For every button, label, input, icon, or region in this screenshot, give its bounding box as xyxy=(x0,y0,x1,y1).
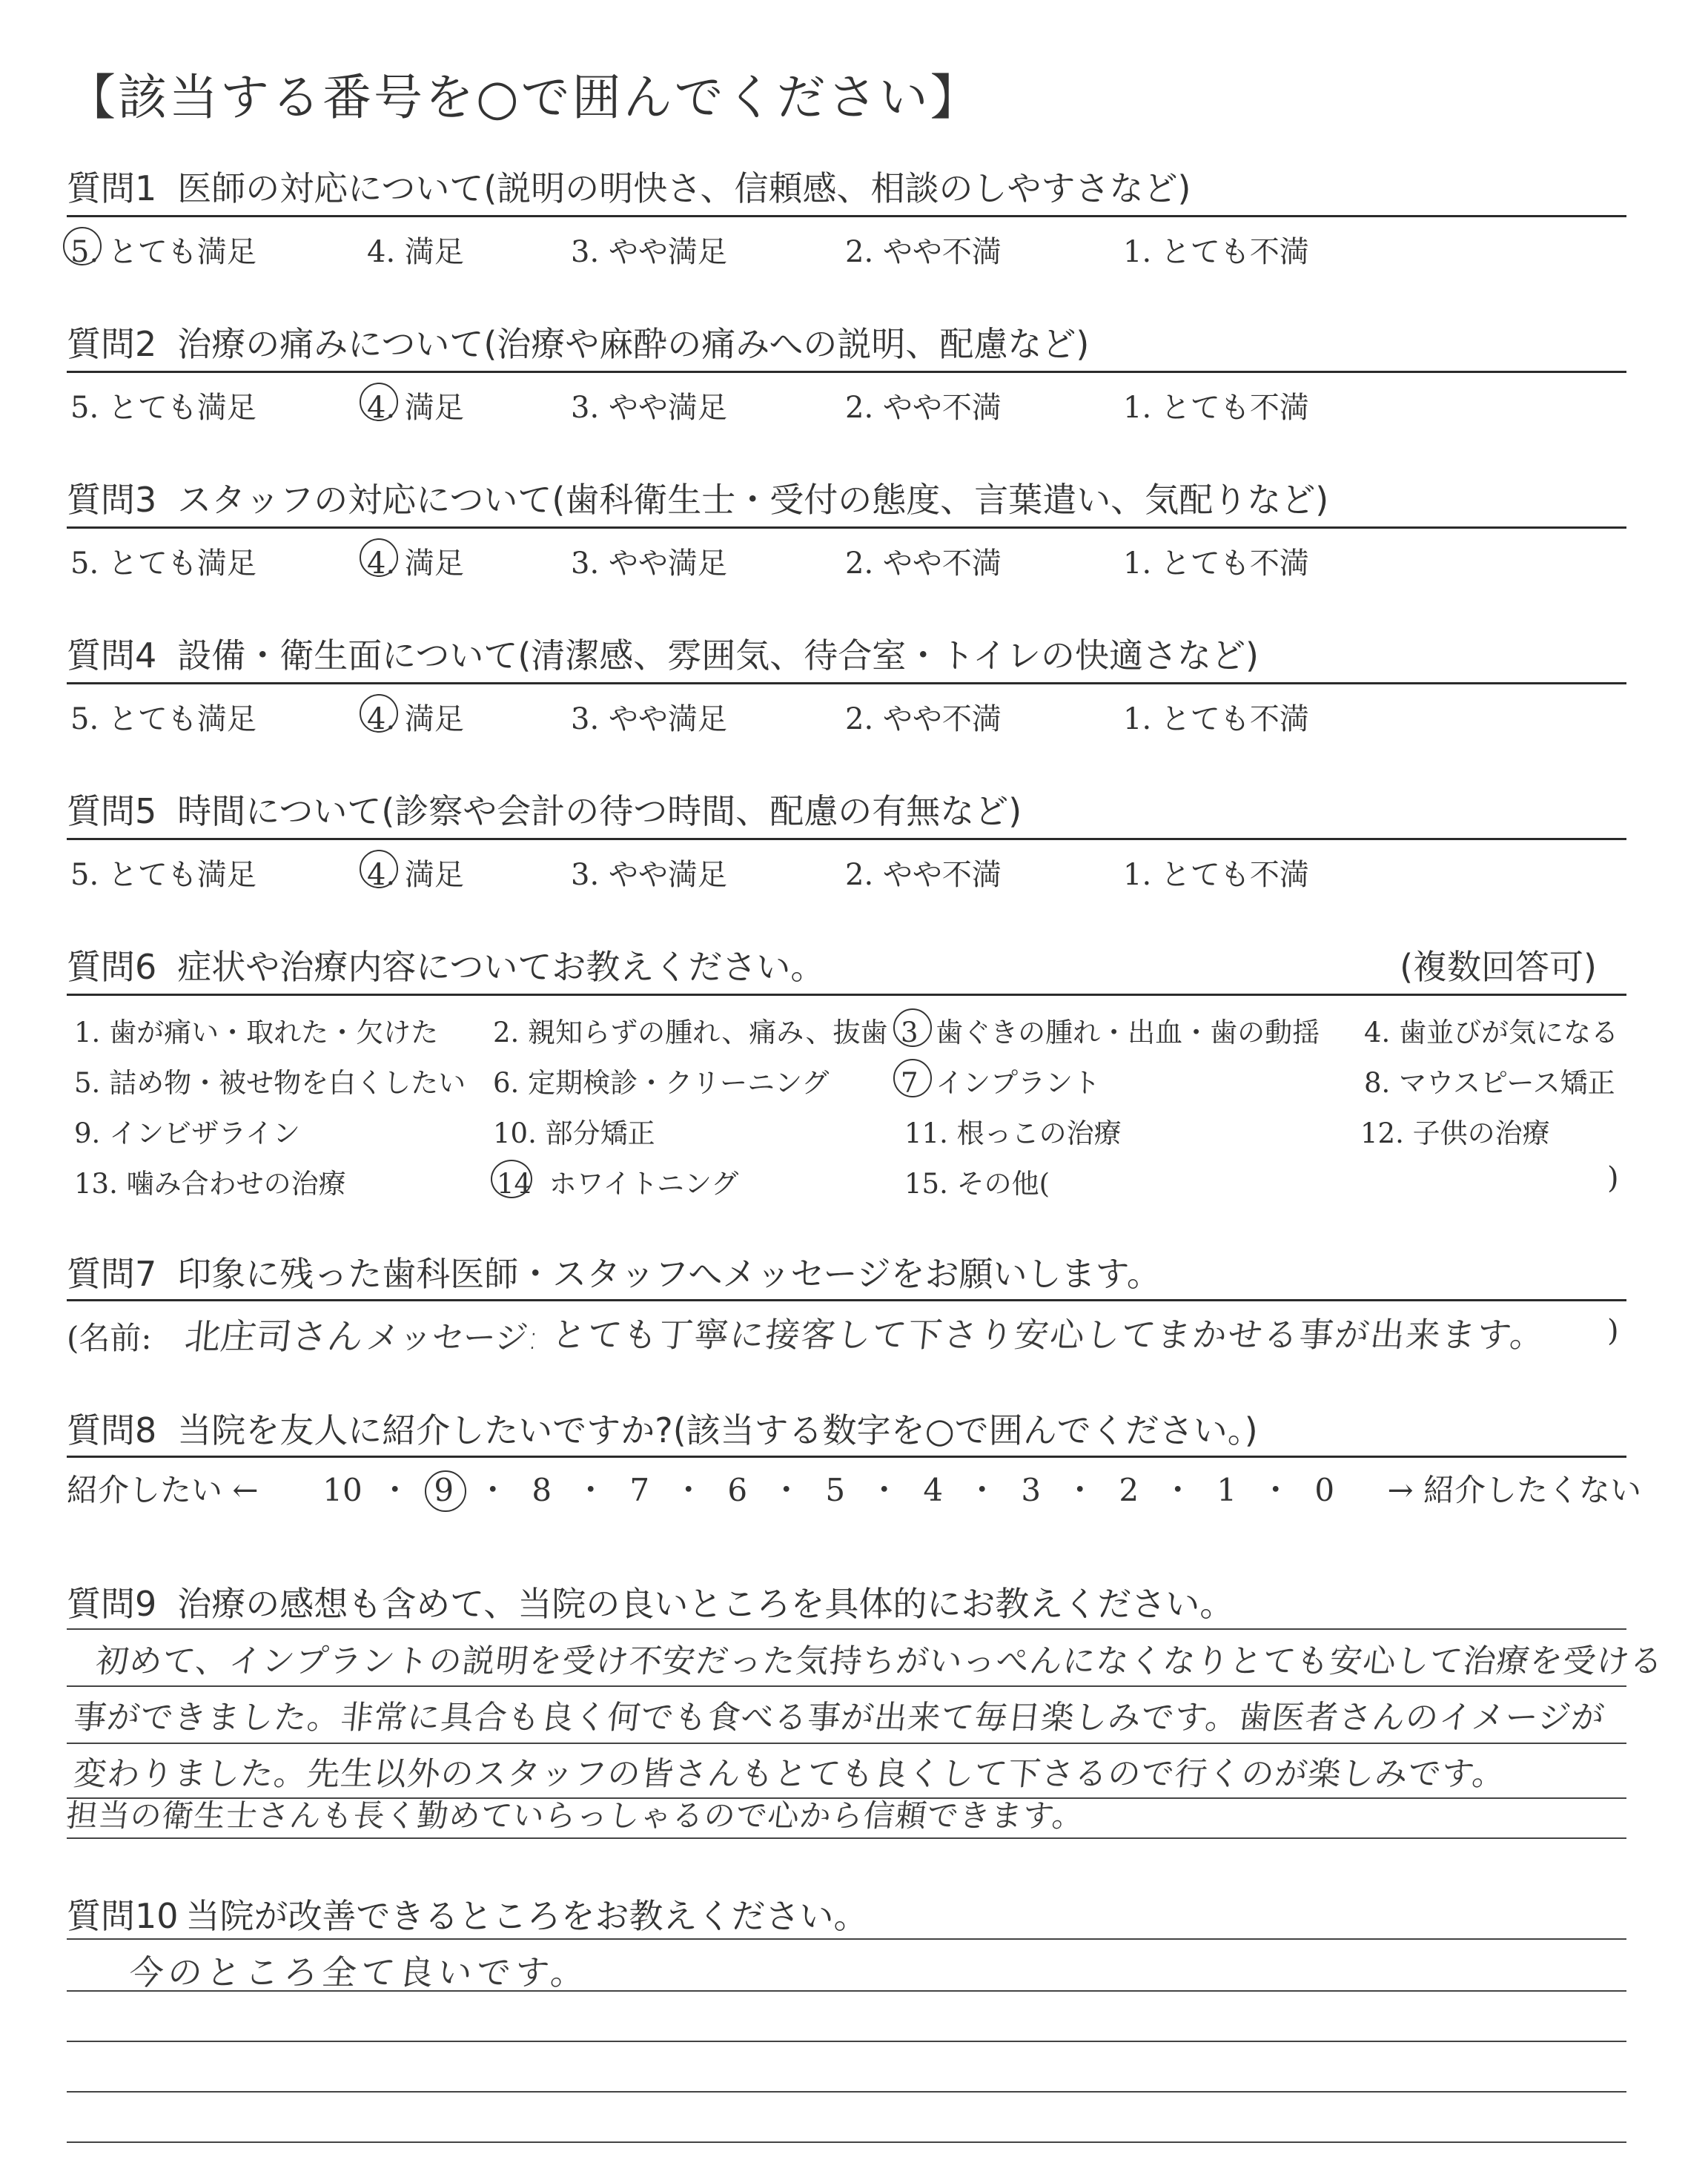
scale-6[interactable]: 6 xyxy=(727,1472,748,1508)
question-number: 質問1 xyxy=(67,168,157,208)
scale-5[interactable]: 5 xyxy=(825,1472,846,1508)
handwritten-message[interactable]: とても丁寧に接客して下さり安心してまかせる事が出来ます。 xyxy=(549,1315,1548,1355)
q6-option-15[interactable]: 15. その他( xyxy=(904,1168,1050,1200)
question-text: 印象に残った歯科医師・スタッフへメッセージをお願いします。 xyxy=(177,1254,1161,1294)
q5-option-2[interactable] xyxy=(845,851,1002,894)
q1-option-3[interactable] xyxy=(571,228,727,271)
option-label: 3. やや満足 xyxy=(571,858,727,892)
question-text: 治療の痛みについて(治療や麻酔の痛みへの説明、配慮など) xyxy=(177,324,1090,364)
option-label: 1. とても不満 xyxy=(1123,235,1309,269)
handwritten-answer-line[interactable]: 初めて、インプラントの説明を受け不安だった気持ちがいっぺんになくなりとても安心して治療を受ける xyxy=(93,1642,1666,1680)
scale-3[interactable]: 3 xyxy=(1021,1472,1042,1508)
scale-left-label: 紹介したい ← xyxy=(67,1472,259,1508)
q2-option-5[interactable] xyxy=(70,384,256,426)
option-label: 5. とても満足 xyxy=(70,858,256,892)
option-label: 1. とても不満 xyxy=(1123,702,1309,736)
q6-option-6[interactable]: 6. 定期検診・クリーニング xyxy=(493,1067,830,1099)
divider xyxy=(67,994,1626,996)
name-prefix: (名前: xyxy=(67,1320,152,1356)
option-label: マウスピース矯正 xyxy=(1399,1067,1615,1099)
option-label: 2. やや不満 xyxy=(845,546,1002,581)
q3-option-2[interactable] xyxy=(845,540,1002,582)
option-label: 1. とても不満 xyxy=(1123,391,1309,425)
recommend-scale xyxy=(67,1466,1641,1510)
option-label: 5. とても満足 xyxy=(70,546,256,581)
option-label: 2. やや不満 xyxy=(845,702,1002,736)
option-label: 4. 満足 xyxy=(367,858,464,892)
question-8-title xyxy=(67,1404,1258,1453)
option-label: 2. やや不満 xyxy=(845,858,1002,892)
scale-right-label: → 紹介したくない xyxy=(1387,1472,1641,1508)
option-number: 4 xyxy=(1364,1017,1382,1048)
option-number: 13 xyxy=(74,1168,110,1200)
option-label: 噛み合わせの治療 xyxy=(126,1168,346,1200)
answer-line xyxy=(67,2091,1626,2093)
scale-8[interactable]: 8 xyxy=(532,1472,552,1508)
divider xyxy=(67,838,1626,840)
question-7-title xyxy=(67,1247,1161,1296)
option-label: 2. やや不満 xyxy=(845,391,1002,425)
option-number: 2 xyxy=(493,1017,511,1048)
scale-7[interactable]: 7 xyxy=(629,1472,650,1508)
option-number: 5 xyxy=(74,1067,92,1099)
option-label: 1. とても不満 xyxy=(1123,858,1309,892)
question-number: 質問6 xyxy=(67,947,157,987)
divider xyxy=(67,1299,1626,1301)
answer-line xyxy=(67,1628,1626,1630)
q2-option-1[interactable] xyxy=(1123,384,1309,426)
q6-option-11[interactable]: 11. 根っこの治療 xyxy=(904,1117,1122,1149)
separator: ・ xyxy=(966,1472,998,1508)
option-number: 9 xyxy=(74,1117,92,1149)
option-label: 3. やや満足 xyxy=(571,546,727,581)
scale-2[interactable]: 2 xyxy=(1119,1472,1139,1508)
option-number: 8 xyxy=(1364,1067,1382,1099)
divider xyxy=(67,215,1626,217)
option-label: インプラント xyxy=(936,1067,1101,1099)
q4-option-4[interactable] xyxy=(367,696,464,738)
question-text: 医師の対応について(説明の明快さ、信頼感、相談のしやすさなど) xyxy=(177,168,1191,208)
question-text: 治療の感想も含めて、当院の良いところを具体的にお教えください。 xyxy=(177,1584,1234,1624)
option-label: 4. 満足 xyxy=(367,391,464,425)
question-number: 質問5 xyxy=(67,791,157,831)
q2-option-4[interactable] xyxy=(367,384,464,426)
answer-line xyxy=(67,1938,1626,1940)
q3-option-1[interactable] xyxy=(1123,540,1309,582)
handwritten-answer-line[interactable]: 変わりました。先生以外のスタッフの皆さんもとても良くして下さるので行くのが楽しみです。 xyxy=(71,1755,1508,1793)
option-label: 親知らずの腫れ、痛み、抜歯 xyxy=(528,1017,888,1048)
option-label: ホワイトニング xyxy=(549,1168,739,1200)
question-text: 症状や治療内容についてお教えください。 xyxy=(177,947,825,987)
question-text: 当院が改善できるところをお教えください。 xyxy=(185,1896,868,1936)
option-label: 詰め物・被せ物を白くしたい xyxy=(109,1067,466,1099)
message-label: メッセージ: xyxy=(364,1319,541,1357)
q6-option-7[interactable] xyxy=(901,1060,1100,1100)
multiple-answers-note: (複数回答可) xyxy=(1400,947,1597,987)
divider xyxy=(67,1456,1626,1458)
question-text: スタッフの対応について(歯科衛生士・受付の態度、言葉遣い、気配りなど) xyxy=(177,480,1329,520)
q3-option-5[interactable] xyxy=(70,540,256,582)
scale-4[interactable]: 4 xyxy=(923,1472,944,1508)
question-5-title xyxy=(67,785,1022,833)
option-label: その他( xyxy=(956,1168,1050,1200)
q6-option-4[interactable]: 4. 歯並びが気になる xyxy=(1364,1017,1619,1048)
q1-option-1[interactable] xyxy=(1123,228,1309,271)
answer-line xyxy=(67,2141,1626,2143)
q1-option-4[interactable] xyxy=(367,228,464,271)
option-label: 3. やや満足 xyxy=(571,391,727,425)
question-text: 設備・衛生面について(清潔感、雰囲気、待合室・トイレの快適さなど) xyxy=(177,635,1259,676)
option-number: 7 xyxy=(901,1067,918,1099)
scale-10[interactable]: 10 xyxy=(322,1472,363,1508)
option-label: 子供の治療 xyxy=(1412,1117,1550,1149)
message-close-paren: ) xyxy=(1607,1314,1619,1348)
option-label: 歯並びが気になる xyxy=(1399,1017,1619,1048)
q3-option-4[interactable] xyxy=(367,540,464,582)
question-number: 質問9 xyxy=(67,1584,157,1624)
option-label: 3. やや満足 xyxy=(571,702,727,736)
other-close-paren: ) xyxy=(1607,1161,1619,1195)
separator: ・ xyxy=(1162,1472,1194,1508)
q6-option-10[interactable]: 10. 部分矯正 xyxy=(493,1117,655,1149)
q6-option-5[interactable]: 5. 詰め物・被せ物を白くしたい xyxy=(74,1067,466,1099)
q6-option-8[interactable]: 8. マウスピース矯正 xyxy=(1364,1067,1615,1099)
option-label: 4. 満足 xyxy=(367,546,464,581)
divider xyxy=(67,371,1626,373)
option-label: 定期検診・クリーニング xyxy=(528,1067,830,1099)
q5-option-4[interactable] xyxy=(367,851,464,894)
option-number: 12 xyxy=(1360,1117,1396,1149)
q5-option-1[interactable] xyxy=(1123,851,1309,894)
question-9-title xyxy=(67,1577,1234,1626)
question-2-title xyxy=(67,317,1089,366)
question-text: 当院を友人に紹介したいですか?(該当する数字を○で囲んでください。) xyxy=(177,1410,1258,1450)
separator: ・ xyxy=(868,1472,900,1508)
form-heading: 【該当する番号を○で囲んでください】 xyxy=(67,69,982,126)
q6-option-1[interactable]: 1. 歯が痛い・取れた・欠けた xyxy=(74,1017,439,1048)
question-number: 質問3 xyxy=(67,480,157,520)
question-1-title xyxy=(67,162,1191,211)
q5-option-3[interactable] xyxy=(571,851,727,894)
question-number: 質問8 xyxy=(67,1410,157,1450)
option-number: 10 xyxy=(493,1117,529,1149)
q6-option-2[interactable]: 2. 親知らずの腫れ、痛み、抜歯 xyxy=(493,1017,888,1048)
option-label: 5. とても満足 xyxy=(70,235,256,269)
option-label: 歯ぐきの腫れ・出血・歯の動揺 xyxy=(936,1017,1320,1048)
option-number: 6 xyxy=(493,1067,511,1099)
option-number: 1 xyxy=(74,1017,92,1048)
divider xyxy=(67,682,1626,684)
divider xyxy=(67,526,1626,529)
question-number: 質問4 xyxy=(67,635,157,676)
option-label: 3. やや満足 xyxy=(571,235,727,269)
option-number: 3 xyxy=(901,1017,918,1048)
question-6-title xyxy=(67,940,824,989)
q2-option-3[interactable] xyxy=(571,384,727,426)
handwritten-answer-line[interactable]: 今のところ全て良いです。 xyxy=(127,1952,592,1992)
answer-line xyxy=(67,1685,1626,1687)
question-number: 質問10 xyxy=(67,1896,179,1936)
option-number: 14 xyxy=(497,1168,532,1200)
q1-option-2[interactable] xyxy=(845,228,1002,271)
separator: ・ xyxy=(1260,1472,1291,1508)
q4-option-1[interactable] xyxy=(1123,696,1309,738)
option-number: 15 xyxy=(904,1168,940,1200)
option-label: 5. とても満足 xyxy=(70,702,256,736)
option-label: 2. やや不満 xyxy=(845,235,1002,269)
separator: ・ xyxy=(1064,1472,1096,1508)
question-3-title xyxy=(67,473,1328,522)
handwritten-name[interactable]: 北庄司さん xyxy=(182,1316,365,1358)
q1-option-5[interactable] xyxy=(70,228,256,271)
scale-9[interactable]: 9 xyxy=(428,1472,460,1508)
q6-option-3[interactable] xyxy=(901,1010,1320,1050)
answer-line xyxy=(67,1743,1626,1744)
q6-option-14[interactable] xyxy=(497,1161,738,1201)
question-text: 時間について(診察や会計の待つ時間、配慮の有無など) xyxy=(177,791,1022,831)
q5-option-5[interactable] xyxy=(70,851,256,894)
option-label: 歯が痛い・取れた・欠けた xyxy=(109,1017,439,1048)
q7-answer-row xyxy=(67,1314,152,1358)
handwritten-answer-line[interactable]: 事ができました。非常に具合も良く何でも食べる事が出来て毎日楽しみです。歯医者さんのイメージが xyxy=(71,1699,1607,1737)
scale-0[interactable]: 0 xyxy=(1314,1472,1335,1508)
option-label: 5. とても満足 xyxy=(70,391,256,425)
separator: ・ xyxy=(477,1472,509,1508)
q6-option-13[interactable]: 13. 噛み合わせの治療 xyxy=(74,1168,346,1200)
option-number: 11 xyxy=(904,1117,940,1149)
option-label: 1. とても不満 xyxy=(1123,546,1309,581)
separator: ・ xyxy=(672,1472,704,1508)
option-label: 4. 満足 xyxy=(367,702,464,736)
option-label: インビザライン xyxy=(109,1117,300,1149)
handwritten-answer-line[interactable]: 担当の衛生士さんも長く勤めていらっしゃるので心から信頼できます。 xyxy=(64,1797,1086,1834)
option-label: 部分矯正 xyxy=(545,1117,655,1149)
answer-line xyxy=(67,1837,1626,1839)
answer-line xyxy=(67,2041,1626,2042)
option-label: 4. 満足 xyxy=(367,235,464,269)
q4-option-5[interactable] xyxy=(70,696,256,738)
q4-option-2[interactable] xyxy=(845,696,1002,738)
separator: ・ xyxy=(770,1472,802,1508)
scale-1[interactable]: 1 xyxy=(1217,1472,1237,1508)
separator: ・ xyxy=(575,1472,606,1508)
option-label: 根っこの治療 xyxy=(956,1117,1122,1149)
question-number: 質問7 xyxy=(67,1254,157,1294)
q4-option-3[interactable] xyxy=(571,696,727,738)
q3-option-3[interactable] xyxy=(571,540,727,582)
question-4-title xyxy=(67,629,1259,678)
separator: ・ xyxy=(379,1472,411,1508)
q2-option-2[interactable] xyxy=(845,384,1002,426)
q6-option-9[interactable]: 9. インビザライン xyxy=(74,1117,300,1149)
question-number: 質問2 xyxy=(67,324,157,364)
question-10-title xyxy=(67,1889,868,1938)
q6-option-12[interactable]: 12. 子供の治療 xyxy=(1360,1117,1550,1149)
